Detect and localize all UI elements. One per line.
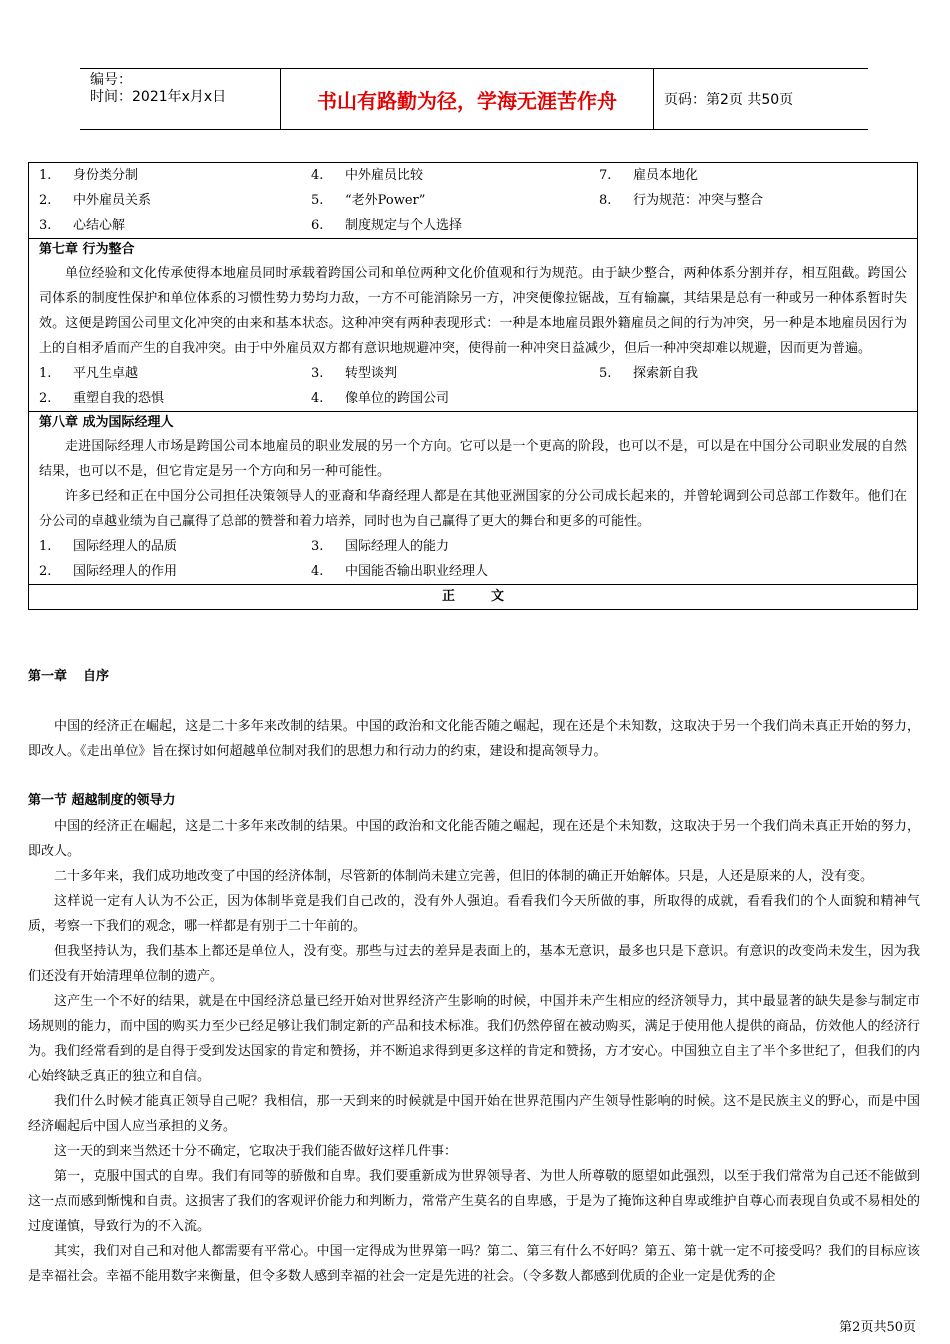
chapter8-title: 第八章 成为国际经理人	[39, 415, 174, 430]
toc-item: 国际经理人的品质	[73, 539, 178, 554]
toc-num: 3.	[39, 218, 52, 233]
main-body	[28, 664, 920, 1289]
page-header	[80, 68, 868, 130]
toc-num: 3.	[311, 539, 324, 554]
toc-num: 4.	[311, 168, 324, 183]
toc-num: 7.	[599, 168, 612, 183]
toc-item: 身份类分制	[73, 168, 139, 183]
toc-row	[39, 534, 907, 559]
toc-num: 6.	[311, 218, 324, 233]
chapter7-title: 第七章 行为整合	[39, 242, 135, 257]
body-paragraph: 这样说一定有人认为不公正，因为体制毕竟是我们自己改的，没有外人强迫。看看我们今天所做的事，所取得的成就，看看我们的个人面貌和精神气质，考察一下我们的观念，哪一样都是有别于二十年前的。	[28, 894, 920, 934]
toc-item: 像单位的跨国公司	[345, 391, 450, 406]
toc-num: 8.	[599, 193, 612, 208]
time-label: 时间：2021年x月x日	[90, 89, 227, 105]
toc-item: “老外Power”	[345, 193, 426, 208]
toc-row	[39, 386, 907, 411]
body-paragraph: 这产生一个不好的结果，就是在中国经济总量已经开始对世界经济产生影响的时候，中国并未产生相应的经济领导力，其中最显著的缺失是参与制定市场规则的能力，而中国的购买力至少已经足够让我们制定新的产品和技术标准。我们仍然停留在被动购买，满足于使用他人提供的商品，仿效他人的经济行为。我们经常看到的是自得于受到发达国家的肯定和赞扬，并不断追求得到更多这样的肯定和赞扬，方才安心。中国独立自主了半个多世纪了，但我们的内心始终缺乏真正的独立和自信。	[28, 994, 920, 1084]
toc-item: 探索新自我	[633, 366, 699, 381]
body-paragraph: 其实，我们对自己和对他人都需要有平常心。中国一定得成为世界第一吗？第二、第三有什么不好吗？第五、第十就一定不可接受吗？我们的目标应该是幸福社会。幸福不能用数字来衡量，但令多数人感到幸福的社会一定是先进的社会。（令多数人都感到优质的企业一定是优秀的企	[28, 1244, 920, 1284]
toc-num: 4.	[311, 564, 324, 579]
toc-item: 国际经理人的作用	[73, 564, 178, 579]
toc-item: 重塑自我的恐惧	[73, 391, 165, 406]
toc-item: 心结心解	[73, 218, 126, 233]
header-meta	[80, 69, 281, 129]
toc-num: 2.	[39, 564, 52, 579]
number-label: 编号：	[90, 72, 132, 88]
intro-paragraph: 中国的经济正在崛起，这是二十多年来改制的结果。中国的政治和文化能否随之崛起，现在还是个未知数，这取决于另一个我们尚未真正开始的努力，即改人。《走出单位》旨在探讨如何超越单位制对我们的思想力和行动力的约束，建设和提高领导力。	[28, 719, 920, 759]
toc-item: 转型谈判	[345, 366, 398, 381]
toc-num: 1.	[39, 168, 52, 183]
toc-item: 中外雇员关系	[73, 193, 152, 208]
body-paragraph: 但我坚持认为，我们基本上都还是单位人，没有变。那些与过去的差异是表面上的，基本无意识，最多也只是下意识。有意识的改变尚未发生，因为我们还没有开始清理单位制的遗产。	[28, 944, 920, 984]
toc-num: 2.	[39, 193, 52, 208]
chapter8-summary-2: 许多已经和正在中国分公司担任决策领导人的亚裔和华裔经理人都是在其他亚洲国家的分公司成长起来的，并曾轮调到公司总部工作数年。他们在分公司的卓越业绩为自己赢得了总部的赞誉和着力培养，同时也为自己赢得了更大的舞台和更多的可能性。	[39, 489, 907, 529]
toc-row	[39, 559, 907, 584]
body-paragraph: 第一，克服中国式的自卑。我们有同等的骄傲和自卑。我们要重新成为世界领导者、为世人所尊敬的愿望如此强烈，以至于我们常常为自己还不能做到这一点而感到惭愧和自责。这损害了我们的客观评价能力和判断力，常常产生莫名的自卑感，于是为了掩饰这种自卑或维护自尊心而表现自负或不易相处的过度谨慎，导致行为的不入流。	[28, 1169, 920, 1234]
toc-item: 国际经理人的能力	[345, 539, 450, 554]
toc-item: 中外雇员比较	[345, 168, 424, 183]
zhengwen-heading: 正文	[441, 589, 540, 604]
toc-num: 3.	[311, 366, 324, 381]
toc-row	[39, 163, 907, 188]
toc-item: 行为规范：冲突与整合	[633, 193, 764, 208]
toc-row	[39, 188, 907, 213]
toc-num: 1.	[39, 539, 52, 554]
chapter-number: 第一章	[28, 669, 68, 684]
body-paragraph: 我们什么时候才能真正领导自己呢？我相信，那一天到来的时候就是中国开始在世界范围内产生领导性影响的时候。这不是民族主义的野心，而是中国经济崛起后中国人应当承担的义务。	[28, 1094, 920, 1134]
chapter-heading	[28, 664, 920, 690]
section-title: 第一节 超越制度的领导力	[28, 793, 176, 808]
body-paragraph: 二十多年来，我们成功地改变了中国的经济体制，尽管新的体制尚未建立完善，但旧的体制的确正开始解体。只是，人还是原来的人，没有变。	[54, 869, 874, 884]
toc-num: 4.	[311, 391, 324, 406]
toc-num: 5.	[311, 193, 324, 208]
chapter8-summary-1: 走进国际经理人市场是跨国公司本地雇员的职业发展的另一个方向。它可以是一个更高的阶段，也可以不是，可以是在中国分公司职业发展的自然结果，也可以不是，但它肯定是另一个方向和另一种可能性。	[39, 439, 907, 479]
toc-item: 平凡生卓越	[73, 366, 139, 381]
chapter-title: 自序	[83, 669, 110, 684]
body-paragraph: 中国的经济正在崛起，这是二十多年来改制的结果。中国的政治和文化能否随之崛起，现在还是个未知数，这取决于另一个我们尚未真正开始的努力，即改人。	[28, 819, 920, 859]
toc-num: 2.	[39, 391, 52, 406]
header-motto: 书山有路勤为径，学海无涯苦作舟	[281, 69, 654, 129]
page-footer: 第2页共50页	[839, 1320, 916, 1335]
body-paragraph: 这一天的到来当然还十分不确定，它取决于我们能否做好这样几件事：	[54, 1144, 458, 1159]
toc-row	[39, 361, 907, 386]
header-page-label: 页码：第2页 共50页	[664, 92, 794, 108]
toc-item: 中国能否输出职业经理人	[345, 564, 489, 579]
toc-table	[28, 162, 918, 610]
chapter7-summary: 单位经验和文化传承使得本地雇员同时承载着跨国公司和单位两种文化价值观和行为规范。由于缺少整合，两种体系分割并存，相互阻截。跨国公司体系的制度性保护和单位体系的习惯性势力势均力敌，一方不可能消除另一方，冲突便像拉锯战，互有输赢，其结果是总有一种或另一种体系暂时失效。这便是跨国公司里文化冲突的由来和基本状态。这种冲突有两种表现形式：一种是本地雇员跟外籍雇员之间的行为冲突，另一种是本地雇员因行为上的自相矛盾而产生的自我冲突。由于中外雇员双方都有意识地规避冲突，使得前一种冲突日益减少，但后一种冲突却难以规避，因而更为普遍。	[39, 266, 907, 356]
toc-num: 5.	[599, 366, 612, 381]
toc-num: 1.	[39, 366, 52, 381]
toc-item: 雇员本地化	[633, 168, 699, 183]
toc-row	[39, 213, 907, 238]
toc-item: 制度规定与个人选择	[345, 218, 463, 233]
